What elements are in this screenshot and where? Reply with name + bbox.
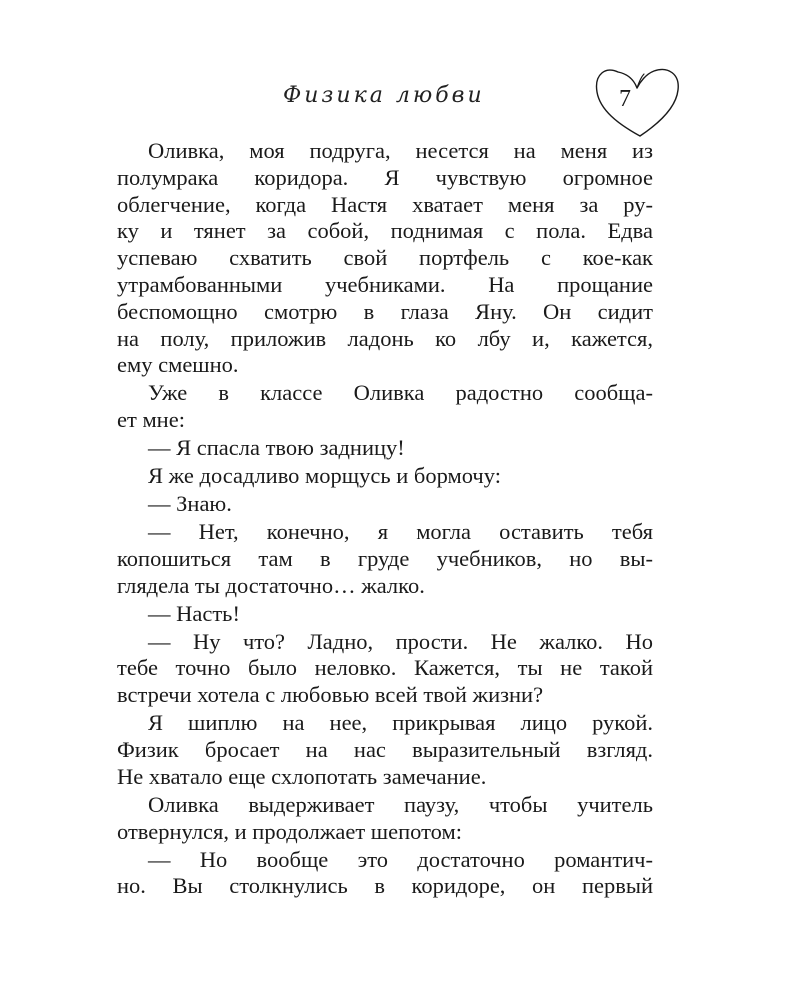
text-line: но. Вы столкнулись в коридоре, он первый: [117, 873, 653, 899]
text-line: Я шиплю на нее, прикрывая лицо рукой.: [148, 710, 653, 736]
paragraph: [117, 629, 653, 709]
text-line: ет мне:: [117, 407, 185, 433]
text-line: утрамбованными учебниками. На прощание: [117, 271, 653, 297]
text-line: — Знаю.: [148, 491, 232, 517]
text-line: ему смешно.: [117, 352, 239, 378]
paragraph: [117, 138, 653, 379]
text-line: глядела ты достаточно… жалко.: [117, 572, 425, 598]
text-line: Оливка, моя подруга, несется на меня из: [148, 138, 653, 163]
text-line: успеваю схватить свой портфель с кое-как: [117, 245, 653, 271]
paragraph: [117, 601, 653, 628]
paragraph: [117, 463, 653, 490]
text-line: Физик бросает на нас выразительный взгляд.: [117, 737, 653, 763]
paragraph: [117, 710, 653, 790]
text-line: на полу, приложив ладонь ко лбу и, кажется,: [117, 325, 653, 351]
text-line: ку и тянет за собой, поднимая с пола. Едва: [117, 218, 653, 244]
paragraph: [117, 519, 653, 599]
text-line: — Я спасла твою задницу!: [148, 435, 405, 461]
paragraph: [117, 792, 653, 846]
text-line: Уже в классе Оливка радостно сообща-: [148, 380, 653, 406]
text-line: — Ну что? Ладно, прости. Не жалко. Но: [148, 628, 653, 654]
paragraph: [117, 380, 653, 434]
text-line: отвернулся, и продолжает шепотом:: [117, 818, 462, 844]
page-number: 7: [619, 86, 631, 112]
text-line: встречи хотела с любовью всей твой жизни?: [117, 682, 544, 708]
text-line: — Но вообще это достаточно романтич-: [148, 846, 653, 872]
running-title: Физика любви: [283, 83, 485, 108]
paragraph: [117, 847, 653, 901]
text-line: — Нет, конечно, я могла оставить тебя: [148, 519, 653, 545]
text-line: беспомощно смотрю в глаза Яну. Он сидит: [117, 298, 653, 324]
text-line: облегчение, когда Настя хватает меня за ру-: [117, 191, 653, 217]
text-line: полумрака коридора. Я чувствую огромное: [117, 164, 653, 190]
text-line: Не хватало еще схлопотать замечание.: [117, 763, 487, 789]
text-line: — Насть!: [148, 600, 240, 626]
paragraph: [117, 491, 653, 518]
text-line: тебе точно было неловко. Кажется, ты не такой: [117, 655, 653, 681]
text-line: Я же досадливо морщусь и бормочу:: [148, 463, 501, 489]
body-text: [117, 138, 653, 900]
text-line: Оливка выдерживает паузу, чтобы учитель: [148, 791, 653, 817]
text-line: копошиться там в груде учебников, но вы-: [117, 545, 653, 571]
paragraph: [117, 435, 653, 462]
